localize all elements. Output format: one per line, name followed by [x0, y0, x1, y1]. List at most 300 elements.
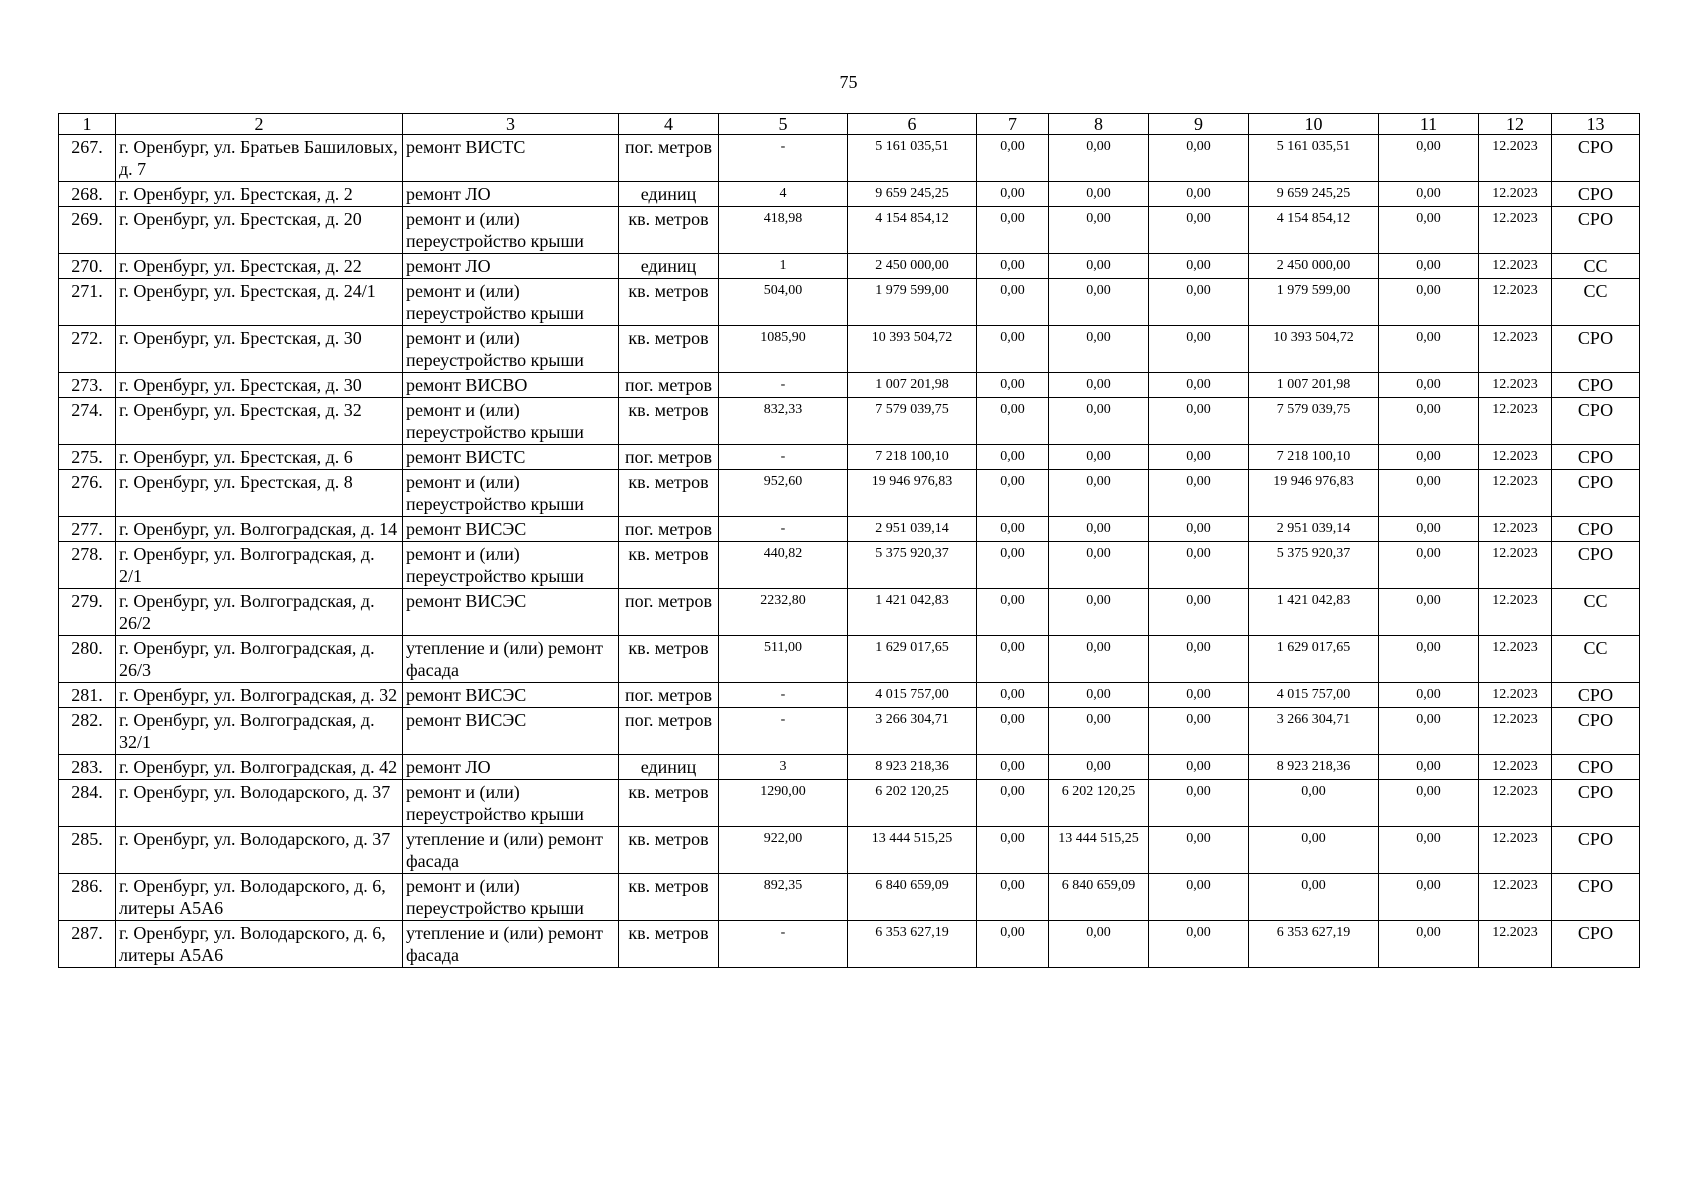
- cell-work-type: ремонт ЛО: [403, 182, 619, 207]
- cell-address: г. Оренбург, ул. Володарского, д. 37: [116, 780, 403, 827]
- cell-method-code: СРО: [1552, 207, 1640, 254]
- cell-volume: -: [719, 517, 848, 542]
- cell-col-8: 0,00: [1049, 708, 1149, 755]
- cell-col-11: 0,00: [1379, 373, 1479, 398]
- cell-method-code: СРО: [1552, 135, 1640, 182]
- cell-method-code: СРО: [1552, 780, 1640, 827]
- cell-unit: единиц: [619, 182, 719, 207]
- cell-total-cost: 6 202 120,25: [848, 780, 977, 827]
- cell-col-7: 0,00: [977, 279, 1049, 326]
- cell-col-11: 0,00: [1379, 445, 1479, 470]
- cell-volume: 1: [719, 254, 848, 279]
- cell-total-cost: 2 450 000,00: [848, 254, 977, 279]
- cell-col-11: 0,00: [1379, 398, 1479, 445]
- cell-col-11: 0,00: [1379, 755, 1479, 780]
- cell-work-type: ремонт и (или) переустройство крыши: [403, 542, 619, 589]
- cell-col-8: 0,00: [1049, 517, 1149, 542]
- cell-row-number: 271.: [59, 279, 116, 326]
- table-row: [59, 207, 1640, 254]
- cell-col-10: 10 393 504,72: [1249, 326, 1379, 373]
- cell-col-11: 0,00: [1379, 780, 1479, 827]
- cell-work-type: ремонт ЛО: [403, 254, 619, 279]
- cell-volume: 440,82: [719, 542, 848, 589]
- cell-deadline: 12.2023: [1479, 470, 1552, 517]
- cell-deadline: 12.2023: [1479, 445, 1552, 470]
- cell-row-number: 287.: [59, 921, 116, 968]
- cell-row-number: 277.: [59, 517, 116, 542]
- cell-unit: пог. метров: [619, 445, 719, 470]
- cell-col-8: 0,00: [1049, 326, 1149, 373]
- cell-deadline: 12.2023: [1479, 207, 1552, 254]
- cell-row-number: 267.: [59, 135, 116, 182]
- cell-col-8: 0,00: [1049, 636, 1149, 683]
- cell-col-10: 5 375 920,37: [1249, 542, 1379, 589]
- cell-method-code: СРО: [1552, 542, 1640, 589]
- cell-total-cost: 4 015 757,00: [848, 683, 977, 708]
- cell-col-8: 0,00: [1049, 254, 1149, 279]
- cell-deadline: 12.2023: [1479, 517, 1552, 542]
- cell-unit: кв. метров: [619, 827, 719, 874]
- table-row: [59, 373, 1640, 398]
- cell-total-cost: 6 353 627,19: [848, 921, 977, 968]
- cell-volume: 504,00: [719, 279, 848, 326]
- cell-address: г. Оренбург, ул. Брестская, д. 6: [116, 445, 403, 470]
- cell-col-8: 0,00: [1049, 445, 1149, 470]
- cell-work-type: ремонт ВИСЭС: [403, 517, 619, 542]
- cell-unit: кв. метров: [619, 326, 719, 373]
- cell-row-number: 285.: [59, 827, 116, 874]
- cell-row-number: 272.: [59, 326, 116, 373]
- table-body: [59, 135, 1640, 968]
- cell-total-cost: 8 923 218,36: [848, 755, 977, 780]
- cell-deadline: 12.2023: [1479, 135, 1552, 182]
- cell-method-code: СРО: [1552, 470, 1640, 517]
- cell-method-code: СРО: [1552, 827, 1640, 874]
- cell-col-11: 0,00: [1379, 874, 1479, 921]
- cell-total-cost: 1 007 201,98: [848, 373, 977, 398]
- cell-col-7: 0,00: [977, 683, 1049, 708]
- cell-deadline: 12.2023: [1479, 708, 1552, 755]
- column-header-3: 3: [403, 114, 619, 135]
- cell-unit: кв. метров: [619, 207, 719, 254]
- cell-col-9: 0,00: [1149, 780, 1249, 827]
- column-header-6: 6: [848, 114, 977, 135]
- cell-total-cost: 7 218 100,10: [848, 445, 977, 470]
- cell-method-code: СРО: [1552, 517, 1640, 542]
- cell-deadline: 12.2023: [1479, 683, 1552, 708]
- cell-row-number: 278.: [59, 542, 116, 589]
- cell-volume: 892,35: [719, 874, 848, 921]
- cell-col-9: 0,00: [1149, 827, 1249, 874]
- cell-row-number: 280.: [59, 636, 116, 683]
- cell-col-10: 7 218 100,10: [1249, 445, 1379, 470]
- cell-work-type: ремонт ВИСЭС: [403, 708, 619, 755]
- cell-col-10: 2 450 000,00: [1249, 254, 1379, 279]
- cell-col-7: 0,00: [977, 398, 1049, 445]
- cell-row-number: 283.: [59, 755, 116, 780]
- cell-col-10: 19 946 976,83: [1249, 470, 1379, 517]
- cell-address: г. Оренбург, ул. Володарского, д. 6, литеры А5А6: [116, 921, 403, 968]
- cell-work-type: ремонт и (или) переустройство крыши: [403, 398, 619, 445]
- cell-total-cost: 4 154 854,12: [848, 207, 977, 254]
- cell-col-7: 0,00: [977, 708, 1049, 755]
- cell-method-code: СРО: [1552, 708, 1640, 755]
- cell-deadline: 12.2023: [1479, 373, 1552, 398]
- table-row: [59, 589, 1640, 636]
- cell-work-type: ремонт и (или) переустройство крыши: [403, 326, 619, 373]
- cell-total-cost: 1 629 017,65: [848, 636, 977, 683]
- cell-col-9: 0,00: [1149, 207, 1249, 254]
- column-header-12: 12: [1479, 114, 1552, 135]
- table-row: [59, 542, 1640, 589]
- cell-work-type: ремонт ВИСЭС: [403, 683, 619, 708]
- cell-unit: кв. метров: [619, 636, 719, 683]
- cell-address: г. Оренбург, ул. Волгоградская, д. 26/3: [116, 636, 403, 683]
- cell-col-10: 1 007 201,98: [1249, 373, 1379, 398]
- cell-col-11: 0,00: [1379, 708, 1479, 755]
- cell-col-8: 0,00: [1049, 373, 1149, 398]
- cell-total-cost: 19 946 976,83: [848, 470, 977, 517]
- cell-col-8: 0,00: [1049, 398, 1149, 445]
- cell-deadline: 12.2023: [1479, 254, 1552, 279]
- cell-address: г. Оренбург, ул. Володарского, д. 6, литеры А5А6: [116, 874, 403, 921]
- cell-total-cost: 13 444 515,25: [848, 827, 977, 874]
- table-row: [59, 254, 1640, 279]
- column-header-9: 9: [1149, 114, 1249, 135]
- cell-col-8: 0,00: [1049, 470, 1149, 517]
- cell-col-9: 0,00: [1149, 326, 1249, 373]
- cell-unit: кв. метров: [619, 542, 719, 589]
- cell-total-cost: 10 393 504,72: [848, 326, 977, 373]
- cell-volume: 418,98: [719, 207, 848, 254]
- column-header-5: 5: [719, 114, 848, 135]
- cell-col-10: 1 629 017,65: [1249, 636, 1379, 683]
- cell-volume: 2232,80: [719, 589, 848, 636]
- cell-col-7: 0,00: [977, 207, 1049, 254]
- cell-deadline: 12.2023: [1479, 398, 1552, 445]
- cell-col-7: 0,00: [977, 636, 1049, 683]
- table-row: [59, 827, 1640, 874]
- cell-address: г. Оренбург, ул. Волгоградская, д. 42: [116, 755, 403, 780]
- cell-work-type: ремонт и (или) переустройство крыши: [403, 279, 619, 326]
- cell-deadline: 12.2023: [1479, 874, 1552, 921]
- cell-address: г. Оренбург, ул. Брестская, д. 32: [116, 398, 403, 445]
- cell-col-8: 0,00: [1049, 755, 1149, 780]
- cell-method-code: СРО: [1552, 445, 1640, 470]
- table-row: [59, 517, 1640, 542]
- cell-total-cost: 3 266 304,71: [848, 708, 977, 755]
- cell-method-code: СС: [1552, 254, 1640, 279]
- cell-col-8: 0,00: [1049, 279, 1149, 326]
- cell-volume: 922,00: [719, 827, 848, 874]
- table-row: [59, 708, 1640, 755]
- cell-method-code: СРО: [1552, 182, 1640, 207]
- cell-volume: -: [719, 921, 848, 968]
- table-row: [59, 874, 1640, 921]
- table-row: [59, 470, 1640, 517]
- cell-row-number: 276.: [59, 470, 116, 517]
- cell-address: г. Оренбург, ул. Волгоградская, д. 26/2: [116, 589, 403, 636]
- cell-deadline: 12.2023: [1479, 780, 1552, 827]
- cell-col-9: 0,00: [1149, 182, 1249, 207]
- table-row: [59, 445, 1640, 470]
- cell-address: г. Оренбург, ул. Волгоградская, д. 32/1: [116, 708, 403, 755]
- table-row: [59, 921, 1640, 968]
- cell-col-10: 1 421 042,83: [1249, 589, 1379, 636]
- cell-col-7: 0,00: [977, 517, 1049, 542]
- cell-col-9: 0,00: [1149, 874, 1249, 921]
- cell-col-9: 0,00: [1149, 445, 1249, 470]
- cell-row-number: 270.: [59, 254, 116, 279]
- table-row: [59, 755, 1640, 780]
- cell-col-10: 6 353 627,19: [1249, 921, 1379, 968]
- cell-unit: кв. метров: [619, 921, 719, 968]
- cell-work-type: ремонт ЛО: [403, 755, 619, 780]
- cell-work-type: ремонт и (или) переустройство крыши: [403, 207, 619, 254]
- cell-deadline: 12.2023: [1479, 542, 1552, 589]
- cell-method-code: СС: [1552, 279, 1640, 326]
- cell-col-7: 0,00: [977, 755, 1049, 780]
- cell-col-8: 0,00: [1049, 207, 1149, 254]
- cell-unit: кв. метров: [619, 874, 719, 921]
- cell-address: г. Оренбург, ул. Волгоградская, д. 2/1: [116, 542, 403, 589]
- cell-method-code: СРО: [1552, 683, 1640, 708]
- cell-col-9: 0,00: [1149, 135, 1249, 182]
- cell-work-type: утепление и (или) ремонт фасада: [403, 921, 619, 968]
- cell-col-9: 0,00: [1149, 636, 1249, 683]
- cell-work-type: ремонт и (или) переустройство крыши: [403, 470, 619, 517]
- cell-col-11: 0,00: [1379, 279, 1479, 326]
- cell-row-number: 286.: [59, 874, 116, 921]
- cell-volume: 1085,90: [719, 326, 848, 373]
- cell-col-10: 9 659 245,25: [1249, 182, 1379, 207]
- cell-volume: -: [719, 135, 848, 182]
- table-row: [59, 683, 1640, 708]
- cell-col-9: 0,00: [1149, 279, 1249, 326]
- cell-row-number: 284.: [59, 780, 116, 827]
- cell-method-code: СС: [1552, 589, 1640, 636]
- column-header-11: 11: [1379, 114, 1479, 135]
- cell-work-type: утепление и (или) ремонт фасада: [403, 636, 619, 683]
- cell-method-code: СРО: [1552, 398, 1640, 445]
- cell-row-number: 279.: [59, 589, 116, 636]
- cell-col-7: 0,00: [977, 921, 1049, 968]
- cell-col-11: 0,00: [1379, 636, 1479, 683]
- cell-col-9: 0,00: [1149, 517, 1249, 542]
- cell-unit: пог. метров: [619, 135, 719, 182]
- cell-unit: пог. метров: [619, 683, 719, 708]
- cell-deadline: 12.2023: [1479, 827, 1552, 874]
- cell-unit: пог. метров: [619, 708, 719, 755]
- cell-deadline: 12.2023: [1479, 589, 1552, 636]
- column-header-4: 4: [619, 114, 719, 135]
- cell-col-11: 0,00: [1379, 517, 1479, 542]
- cell-col-7: 0,00: [977, 827, 1049, 874]
- table-row: [59, 182, 1640, 207]
- cell-volume: -: [719, 373, 848, 398]
- cell-col-7: 0,00: [977, 542, 1049, 589]
- cell-col-10: 5 161 035,51: [1249, 135, 1379, 182]
- cell-col-8: 0,00: [1049, 921, 1149, 968]
- cell-address: г. Оренбург, ул. Брестская, д. 22: [116, 254, 403, 279]
- cell-total-cost: 5 375 920,37: [848, 542, 977, 589]
- cell-work-type: ремонт ВИСВО: [403, 373, 619, 398]
- cell-unit: пог. метров: [619, 373, 719, 398]
- cell-volume: -: [719, 708, 848, 755]
- cell-work-type: ремонт и (или) переустройство крыши: [403, 780, 619, 827]
- cell-col-11: 0,00: [1379, 182, 1479, 207]
- cell-col-8: 0,00: [1049, 542, 1149, 589]
- cell-col-9: 0,00: [1149, 683, 1249, 708]
- cell-total-cost: 9 659 245,25: [848, 182, 977, 207]
- cell-col-9: 0,00: [1149, 542, 1249, 589]
- cell-col-11: 0,00: [1379, 589, 1479, 636]
- cell-col-11: 0,00: [1379, 542, 1479, 589]
- page-number: 75: [839, 72, 858, 92]
- cell-col-9: 0,00: [1149, 254, 1249, 279]
- cell-col-10: 1 979 599,00: [1249, 279, 1379, 326]
- cell-col-9: 0,00: [1149, 470, 1249, 517]
- cell-volume: 1290,00: [719, 780, 848, 827]
- cell-col-11: 0,00: [1379, 207, 1479, 254]
- cell-col-10: 4 154 854,12: [1249, 207, 1379, 254]
- cell-col-7: 0,00: [977, 589, 1049, 636]
- cell-row-number: 269.: [59, 207, 116, 254]
- cell-volume: 511,00: [719, 636, 848, 683]
- cell-row-number: 275.: [59, 445, 116, 470]
- cell-total-cost: 5 161 035,51: [848, 135, 977, 182]
- cell-address: г. Оренбург, ул. Брестская, д. 2: [116, 182, 403, 207]
- cell-total-cost: 6 840 659,09: [848, 874, 977, 921]
- cell-col-7: 0,00: [977, 135, 1049, 182]
- cell-col-9: 0,00: [1149, 755, 1249, 780]
- cell-col-7: 0,00: [977, 182, 1049, 207]
- cell-address: г. Оренбург, ул. Брестская, д. 8: [116, 470, 403, 517]
- cell-work-type: ремонт ВИСЭС: [403, 589, 619, 636]
- cell-col-11: 0,00: [1379, 470, 1479, 517]
- cell-address: г. Оренбург, ул. Брестская, д. 24/1: [116, 279, 403, 326]
- cell-row-number: 273.: [59, 373, 116, 398]
- cell-method-code: СРО: [1552, 921, 1640, 968]
- table-row: [59, 279, 1640, 326]
- cell-deadline: 12.2023: [1479, 921, 1552, 968]
- cell-volume: -: [719, 445, 848, 470]
- cell-address: г. Оренбург, ул. Брестская, д. 30: [116, 373, 403, 398]
- cell-col-10: 0,00: [1249, 874, 1379, 921]
- cell-method-code: СРО: [1552, 874, 1640, 921]
- cell-method-code: СРО: [1552, 326, 1640, 373]
- capital-repair-table: [58, 113, 1640, 968]
- cell-col-9: 0,00: [1149, 398, 1249, 445]
- cell-col-9: 0,00: [1149, 589, 1249, 636]
- cell-col-11: 0,00: [1379, 683, 1479, 708]
- cell-col-11: 0,00: [1379, 827, 1479, 874]
- cell-row-number: 268.: [59, 182, 116, 207]
- cell-col-9: 0,00: [1149, 373, 1249, 398]
- cell-col-10: 8 923 218,36: [1249, 755, 1379, 780]
- cell-col-7: 0,00: [977, 326, 1049, 373]
- cell-col-7: 0,00: [977, 373, 1049, 398]
- cell-col-8: 6 840 659,09: [1049, 874, 1149, 921]
- cell-deadline: 12.2023: [1479, 636, 1552, 683]
- cell-col-8: 13 444 515,25: [1049, 827, 1149, 874]
- cell-unit: кв. метров: [619, 780, 719, 827]
- cell-volume: 4: [719, 182, 848, 207]
- cell-address: г. Оренбург, ул. Брестская, д. 30: [116, 326, 403, 373]
- cell-address: г. Оренбург, ул. Волгоградская, д. 32: [116, 683, 403, 708]
- cell-col-8: 0,00: [1049, 683, 1149, 708]
- cell-total-cost: 1 421 042,83: [848, 589, 977, 636]
- cell-col-11: 0,00: [1379, 921, 1479, 968]
- cell-unit: кв. метров: [619, 279, 719, 326]
- column-header-8: 8: [1049, 114, 1149, 135]
- table-row: [59, 780, 1640, 827]
- cell-volume: 832,33: [719, 398, 848, 445]
- cell-row-number: 274.: [59, 398, 116, 445]
- cell-unit: единиц: [619, 254, 719, 279]
- cell-unit: единиц: [619, 755, 719, 780]
- table-row: [59, 135, 1640, 182]
- cell-col-7: 0,00: [977, 445, 1049, 470]
- cell-col-8: 0,00: [1049, 182, 1149, 207]
- column-header-1: 1: [59, 114, 116, 135]
- table-row: [59, 636, 1640, 683]
- cell-col-11: 0,00: [1379, 135, 1479, 182]
- cell-work-type: ремонт ВИСТС: [403, 445, 619, 470]
- column-header-2: 2: [116, 114, 403, 135]
- cell-total-cost: 7 579 039,75: [848, 398, 977, 445]
- cell-deadline: 12.2023: [1479, 279, 1552, 326]
- cell-col-8: 0,00: [1049, 135, 1149, 182]
- cell-col-11: 0,00: [1379, 326, 1479, 373]
- cell-col-7: 0,00: [977, 254, 1049, 279]
- table-row: [59, 326, 1640, 373]
- cell-row-number: 282.: [59, 708, 116, 755]
- cell-work-type: утепление и (или) ремонт фасада: [403, 827, 619, 874]
- cell-unit: пог. метров: [619, 517, 719, 542]
- cell-address: г. Оренбург, ул. Братьев Башиловых, д. 7: [116, 135, 403, 182]
- cell-col-7: 0,00: [977, 780, 1049, 827]
- cell-col-9: 0,00: [1149, 921, 1249, 968]
- cell-col-10: 4 015 757,00: [1249, 683, 1379, 708]
- column-header-7: 7: [977, 114, 1049, 135]
- cell-volume: -: [719, 683, 848, 708]
- table-row: [59, 398, 1640, 445]
- cell-col-7: 0,00: [977, 874, 1049, 921]
- cell-address: г. Оренбург, ул. Волгоградская, д. 14: [116, 517, 403, 542]
- cell-col-10: 0,00: [1249, 827, 1379, 874]
- cell-col-9: 0,00: [1149, 708, 1249, 755]
- cell-col-11: 0,00: [1379, 254, 1479, 279]
- cell-method-code: СРО: [1552, 755, 1640, 780]
- cell-method-code: СРО: [1552, 373, 1640, 398]
- cell-method-code: СС: [1552, 636, 1640, 683]
- cell-row-number: 281.: [59, 683, 116, 708]
- cell-col-8: 6 202 120,25: [1049, 780, 1149, 827]
- cell-col-8: 0,00: [1049, 589, 1149, 636]
- cell-volume: 952,60: [719, 470, 848, 517]
- cell-deadline: 12.2023: [1479, 755, 1552, 780]
- cell-unit: пог. метров: [619, 589, 719, 636]
- cell-total-cost: 1 979 599,00: [848, 279, 977, 326]
- cell-unit: кв. метров: [619, 470, 719, 517]
- cell-col-10: 7 579 039,75: [1249, 398, 1379, 445]
- cell-col-10: 3 266 304,71: [1249, 708, 1379, 755]
- cell-address: г. Оренбург, ул. Брестская, д. 20: [116, 207, 403, 254]
- cell-address: г. Оренбург, ул. Володарского, д. 37: [116, 827, 403, 874]
- cell-unit: кв. метров: [619, 398, 719, 445]
- column-header-10: 10: [1249, 114, 1379, 135]
